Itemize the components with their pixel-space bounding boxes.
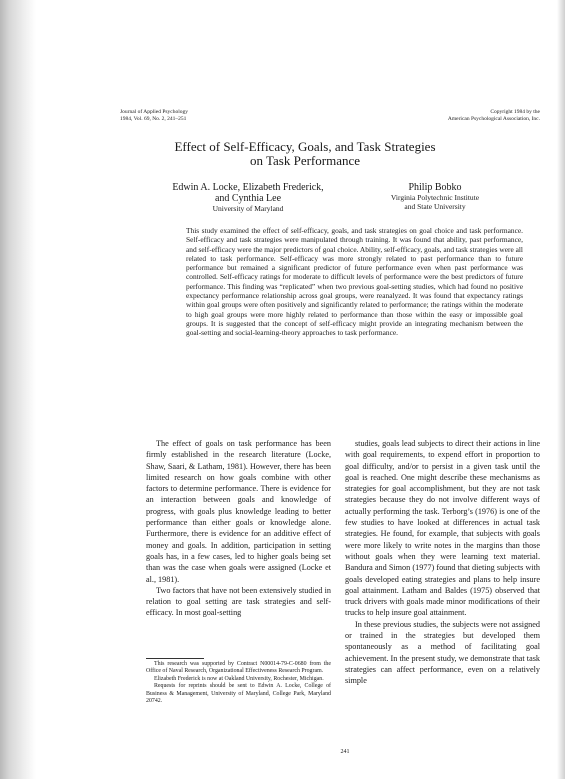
scan-right-edge-shadow <box>557 0 565 779</box>
copyright-notice <box>395 109 540 122</box>
journal-name: Journal of Applied Psychology <box>120 109 188 115</box>
copyright-line-2: American Psychological Association, Inc. <box>447 115 540 122</box>
body-paragraph: The effect of goals on task performance has been firmly established in the research literature (Locke, Shaw, Saari, & Latham, 1981). However, there has been limited research on how goals combine with other factors to determine performance. There is evidence for an interaction between goals and knowledge of progress, with goals plus knowledge leading to better performance than either goals or knowledge alone. Furthermore, there is evidence for an additive effect of money and goals. In addition, participation in setting goals has, in a few cases, led to higher goals being set than was the case when goals were assigned (Locke et al., 1981). <box>146 439 331 584</box>
affiliation-line-1: Virginia Polytechnic Institute <box>390 193 480 202</box>
title-line-1: Effect of Self-Efficacy, Goals, and Task Strategies <box>174 139 436 154</box>
copyright-line-1: Copyright 1984 by the <box>490 109 540 115</box>
title-line-2: on Task Performance <box>249 153 361 168</box>
journal-volume: 1984, Vol. 69, No. 2, 241–251 <box>120 115 187 122</box>
abstract: This study examined the effect of self-efficacy, goals, and task strategies on goal choice and task performance. Self-efficacy and task strategies were manipulated through training. It was found that ability, past performance, and self-efficacy were the major predictors of goal choice. Ability, self-efficacy, goals, and task strategies were all related to task performance. Self-efficacy was more strongly related to past performance than to future performance but remained a significant predictor of future performance even when past performance was controlled. Self-efficacy ratings for moderate to difficult levels of performance were the best predictors of future performance. This finding was “replicated” when two previous goal-setting studies, which had found no positive expectancy performance relationship across goal groups, were reanalyzed. It was found that expectancy ratings within goal groups were often positively and significantly related to performance; the ratings within the moderate to high goal groups were more highly related to performance than those within the easy or impossible goal groups. It is suggested that the concept of self-efficacy might provide an integrating mechanism between the goal-setting and social-learning-theory approaches to task performance. <box>186 226 523 338</box>
footnote-funding: This research was supported by Contract N00014-79-C-0680 from the Office of Naval Research, Organizational Effectiveness Research Program. <box>146 661 331 675</box>
author-names-line-1: Edwin A. Locke, Elizabeth Frederick, <box>172 182 324 193</box>
body-column-left <box>146 438 331 619</box>
authors-virginia <box>355 182 515 211</box>
authors-maryland <box>148 182 348 213</box>
footnote-divider <box>146 658 204 659</box>
author-affiliation: University of Maryland <box>212 204 284 213</box>
scan-left-edge-shadow <box>0 0 36 779</box>
affiliation-line-2: and State University <box>404 202 466 211</box>
body-paragraph: studies, goals lead subjects to direct their actions in line with goal requirements, to expend effort in proportion to goal difficulty, and/or to persist in a given task until the goal is reached. One might describe these mechanisms as strategies for goal accomplishment, but they are not task strategies because they do not involve different ways of actually performing the task. Terborg’s (1976) is one of the few studies to have looked at differences in actual task strategies. He found, for example, that subjects with goals were more likely to write notes in the margins than those without goals when they were learning text material. Bandura and Simon (1977) found that dieting subjects with goals developed eating strategies and plans to help insure goal attainment. Latham and Baldes (1975) observed that truck drivers with goals made minor modifications of their trucks to help insure goal attainment. <box>345 439 540 618</box>
footnotes <box>146 661 331 705</box>
body-column-right <box>345 438 540 687</box>
journal-citation <box>120 109 260 122</box>
paper-title <box>150 140 460 168</box>
author-names-line-2: and Cynthia Lee <box>214 193 282 204</box>
footnote-reprints: Requests for reprints should be sent to Edwin A. Locke, College of Business & Management, University of Maryland, College Park, Maryland 20742. <box>146 683 331 705</box>
body-paragraph: In these previous studies, the subjects were not assigned or trained in the strategies but developed them spontaneously as a method of facilitating goal achievement. In the present study, we demonstrate that task strategies can affect performance, even on a relatively simple <box>345 619 540 686</box>
footnote-affiliation: Elizabeth Frederick is now at Oakland University, Rochester, Michigan. <box>154 675 324 682</box>
body-paragraph: Two factors that have not been extensively studied in relation to goal setting are task strategies and self-efficacy. In most goal-setting <box>146 585 331 618</box>
page-number: 241 <box>340 749 350 755</box>
author-name-bobko: Philip Bobko <box>408 182 462 193</box>
